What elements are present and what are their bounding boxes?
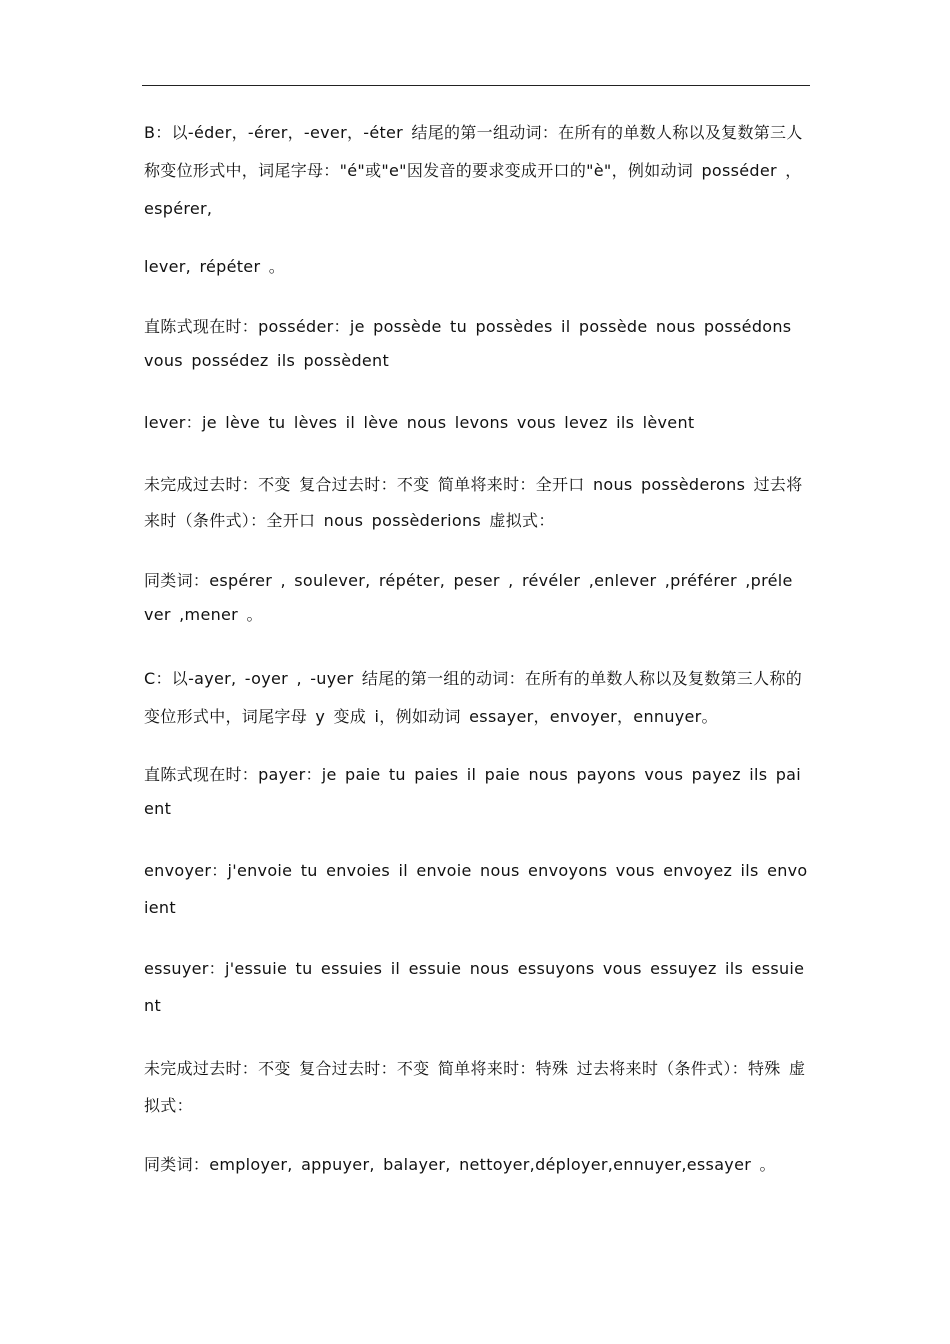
section-b-intro: B：以-éder，-érer，-ever，-éter 结尾的第一组动词：在所有的单数人称以及复数第三人称变位形式中，词尾字母："é"或"e"因发音的要求变成开口的"è"，例如动词 posséder ， espérer, (144, 123, 803, 218)
section-c-other-tenses: 未完成过去时：不变 复合过去时：不变 简单将来时：特殊 过去将来时（条件式）：特殊 虚拟式： (144, 1059, 806, 1115)
section-c-similar-verbs: 同类词：employer, appuyer, balayer, nettoyer,déployer,ennuyer,essayer 。 (144, 1155, 776, 1174)
section-b-present-lever: lever：je lève tu lèves il lève nous levons vous levez ils lèvent (144, 413, 695, 432)
section-b-similar-verbs: 同类词：espérer , soulever, répéter, peser , révéler ,enlever ,préférer ,préle ver ,mener 。 (144, 571, 793, 624)
section-c-present-payer: 直陈式现在时：payer：je paie tu paies il paie nous payons vous payez ils pai ent (144, 765, 802, 818)
header-rule (142, 85, 810, 86)
section-b-other-tenses: 未完成过去时：不变 复合过去时：不变 简单将来时：全开口 nous possèderons 过去将来时（条件式）：全开口 nous possèderions 虚拟式： (144, 475, 803, 530)
section-c-present-essuyer: essuyer：j'essuie tu essuies il essuie nous essuyons vous essuyez ils essuie nt (144, 959, 805, 1015)
section-b-intro-examples: lever, répéter 。 (144, 257, 286, 276)
section-b-present-posseder: 直陈式现在时：posséder：je possède tu possèdes il possède nous possédons vous possédez ils possèdent (144, 317, 792, 370)
section-c-present-envoyer: envoyer：j'envoie tu envoies il envoie nous envoyons vous envoyez ils envo ient (144, 861, 808, 917)
section-c-intro: C：以-ayer, -oyer , -uyer 结尾的第一组的动词：在所有的单数人称以及复数第三人称的变位形式中，词尾字母 y 变成 i，例如动词 essayer，envoyer，ennuyer。 (144, 669, 803, 726)
